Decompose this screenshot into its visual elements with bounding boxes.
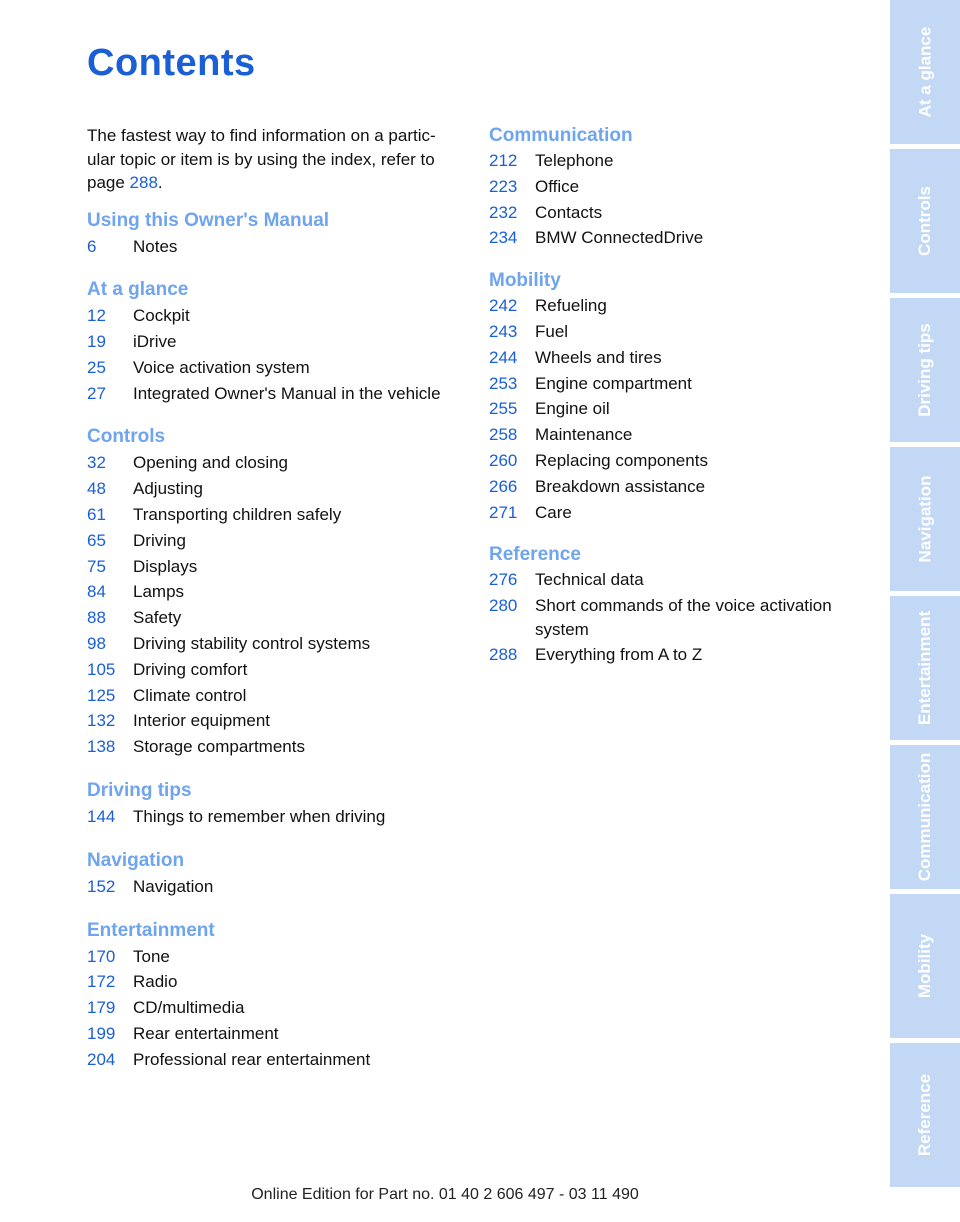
toc-page-link[interactable]: 170 [87,946,116,966]
toc-page-link[interactable]: 204 [87,1049,116,1069]
section-heading: Entertainment [87,919,215,941]
toc-page-link[interactable]: 179 [87,998,116,1018]
toc-page-link[interactable]: 105 [87,659,116,679]
intro-text-end: . [157,173,163,192]
toc-entry[interactable] [87,683,462,709]
toc-entry[interactable] [489,396,864,422]
chapter-tab-label: Controls [914,186,934,256]
toc-page-link[interactable]: 144 [87,807,116,827]
toc-page-link[interactable]: 132 [87,711,116,731]
toc-entry[interactable] [87,657,462,683]
toc-entry-label: Navigation [133,876,214,896]
toc-entry-label: Everything from A to Z [535,645,703,665]
toc-entry-label: Tone [133,946,170,966]
toc-entry-label: Notes [133,236,178,256]
toc-entry-label: Wheels and tires [535,347,662,367]
toc-entry-label: iDrive [133,332,177,352]
section-heading: Mobility [489,270,561,292]
chapter-tab-mobility[interactable] [890,894,960,1038]
right-section-list [489,124,864,668]
toc-entry[interactable] [489,345,864,371]
toc-entry-label: Driving stability control systems [133,634,371,654]
toc-page-link[interactable]: 88 [87,608,106,628]
toc-entry-label: Technical data [535,570,644,590]
toc-page-link[interactable]: 172 [87,972,116,992]
chapter-tab-navigation[interactable] [890,447,960,591]
toc-page-link[interactable]: 6 [87,236,97,256]
toc-entry[interactable] [87,502,462,528]
toc-entry[interactable] [87,1047,462,1073]
toc-entry-label: Breakdown assistance [535,476,706,496]
contents-right-column [489,124,864,686]
section-driving-tips [87,778,462,830]
section-mobility [489,269,864,525]
chapter-tab-label: Driving tips [915,323,935,417]
toc-entry-label: Things to remember when driving [133,807,386,827]
toc-entry[interactable] [87,234,462,260]
toc-entry-label: Lamps [133,582,185,602]
toc-entry-label: Cockpit [133,306,190,326]
toc-page-link[interactable]: 223 [489,176,518,196]
section-controls [87,424,462,760]
toc-page-link[interactable]: 98 [87,634,106,654]
toc-entry[interactable] [87,804,462,830]
toc-page-link[interactable]: 253 [489,373,518,393]
section-communication [489,124,864,251]
toc-page-link[interactable]: 234 [489,228,518,248]
page-footer: Online Edition for Part no. 01 40 2 606 497 - 03 11 490 [251,1186,639,1203]
toc-page-link[interactable]: 232 [489,202,518,222]
toc-entry[interactable] [87,450,462,476]
left-section-list [87,208,462,1073]
section-heading: Communication [489,125,633,146]
toc-page-link[interactable]: 266 [489,476,518,496]
toc-entry-label: Refueling [535,296,607,316]
toc-entry-label: Displays [133,556,198,576]
section-heading: At a glance [87,279,189,301]
toc-entry[interactable] [489,593,864,642]
toc-entry[interactable] [489,642,864,668]
toc-entry-label: Office [535,176,580,196]
toc-page-link[interactable]: 75 [87,556,106,576]
toc-entry-label: Driving comfort [133,659,248,679]
toc-entry[interactable] [87,579,462,605]
toc-entry[interactable] [87,476,462,502]
chapter-tab-sidebar [890,0,960,1222]
toc-entry[interactable] [87,708,462,734]
toc-entry-label: Integrated Owner's Manual in the vehicle [133,383,441,403]
toc-entry[interactable] [489,225,864,251]
toc-page-link[interactable]: 48 [87,479,106,499]
chapter-tab-driving-tips[interactable] [890,298,960,442]
toc-page-link[interactable]: 138 [87,737,116,757]
chapter-tab-label: Entertainment [915,610,935,726]
toc-page-link[interactable]: 243 [489,321,518,341]
chapter-tab-at-a-glance[interactable] [890,0,960,144]
toc-page-link[interactable]: 280 [489,596,518,616]
toc-entry-label: Care [535,502,572,522]
toc-page-link[interactable]: 84 [87,582,106,602]
chapter-tab-label: Communication [915,752,935,882]
toc-entry-label: Climate control [133,685,247,705]
toc-entry-label: Driving [133,530,186,550]
page-title: Contents [87,42,256,84]
toc-entry-label: Voice activation system [133,357,310,377]
chapter-tab-entertainment[interactable] [890,596,960,740]
toc-entry[interactable] [489,174,864,200]
toc-entry-label: Telephone [535,151,614,170]
section-entertainment [87,918,462,1073]
toc-entry[interactable] [87,355,462,381]
toc-page-link[interactable]: 255 [489,399,518,419]
toc-page-link[interactable]: 19 [87,332,106,352]
toc-entry[interactable] [87,528,462,554]
toc-page-link[interactable]: 260 [489,450,518,470]
toc-entry[interactable] [87,554,462,580]
toc-entry[interactable] [489,148,864,174]
toc-page-link[interactable]: 271 [489,502,518,522]
toc-entry[interactable] [489,500,864,526]
section-using-this-owner-s-manual [87,208,462,260]
toc-page-link[interactable]: 288 [489,645,518,665]
section-reference [489,543,864,668]
toc-entry[interactable] [87,605,462,631]
chapter-tab-reference[interactable] [890,1043,960,1187]
section-navigation [87,848,462,900]
chapter-tab-label: Navigation [915,475,934,563]
toc-page-link[interactable]: 152 [87,876,116,896]
toc-entry[interactable] [87,995,462,1021]
toc-entry[interactable] [87,944,462,970]
chapter-tab-communication[interactable] [890,745,960,889]
toc-entry-label: Engine compartment [535,373,692,393]
toc-entry[interactable] [87,381,462,407]
toc-page-link[interactable]: 27 [87,383,106,403]
toc-page-link[interactable]: 242 [489,296,518,316]
toc-page-link[interactable]: 25 [87,357,106,377]
toc-entry-label: Storage compartments [133,737,305,757]
toc-entry-label: Safety [133,608,182,628]
toc-entry[interactable] [489,567,864,593]
toc-page-link[interactable]: 276 [489,570,518,590]
toc-entry[interactable] [87,734,462,760]
toc-entry[interactable] [489,371,864,397]
toc-page-link[interactable]: 244 [489,347,518,367]
toc-entry[interactable] [489,448,864,474]
toc-entry[interactable] [87,1021,462,1047]
section-heading: Navigation [87,849,185,871]
toc-entry-label: Short commands of the voice activation system [535,596,832,640]
toc-entry-label: Interior equipment [133,711,271,731]
toc-page-link[interactable]: 61 [87,505,106,525]
section-heading: Reference [489,544,581,566]
toc-entry-label: Radio [133,972,178,992]
contents-left-column [87,124,462,1091]
toc-entry-label: Fuel [535,321,569,341]
toc-entry-label: Transporting children safely [133,505,342,525]
toc-entry[interactable] [87,874,462,900]
chapter-tab-label: Reference [915,1073,934,1157]
toc-entry-label: Opening and closing [133,453,289,473]
toc-entry-label: Adjusting [133,479,203,499]
toc-entry[interactable] [489,422,864,448]
toc-entry[interactable] [87,329,462,355]
chapter-tab-controls[interactable] [890,149,960,293]
toc-entry-label: BMW ConnectedDrive [535,228,704,248]
toc-entry[interactable] [489,200,864,226]
section-at-a-glance [87,277,462,406]
toc-entry[interactable] [489,319,864,345]
toc-entry[interactable] [87,303,462,329]
toc-entry-label: Contacts [535,202,603,222]
section-heading: Driving tips [87,780,192,802]
toc-entry-label: Rear entertainment [133,1024,279,1044]
toc-page-link[interactable]: 125 [87,685,116,705]
toc-entry-label: Maintenance [535,425,633,445]
toc-page-link[interactable]: 258 [489,425,518,445]
toc-page-link[interactable]: 12 [87,306,106,326]
intro-text: The fastest way to find information on a partic- ular topic or item is by using the index, refer to page [87,126,436,192]
section-heading: Controls [87,426,166,448]
intro-paragraph [87,124,462,195]
toc-entry[interactable] [489,293,864,319]
toc-page-link[interactable]: 199 [87,1024,116,1044]
toc-entry-label: CD/multimedia [133,998,245,1018]
toc-entry-label: Professional rear entertainment [133,1049,371,1069]
toc-entry-label: Engine oil [535,399,610,419]
toc-entry[interactable] [87,631,462,657]
toc-page-link[interactable]: 32 [87,453,106,473]
chapter-tab-label: Mobility [915,933,934,999]
section-heading: Using this Owner's Manual [87,209,330,231]
toc-entry[interactable] [87,969,462,995]
toc-page-link[interactable]: 65 [87,530,106,550]
toc-entry-label: Replacing components [535,450,708,470]
chapter-tab-label: At a glance [915,26,935,118]
index-page-link[interactable]: 288 [129,173,158,192]
toc-page-link[interactable]: 212 [489,151,518,170]
toc-entry[interactable] [489,474,864,500]
